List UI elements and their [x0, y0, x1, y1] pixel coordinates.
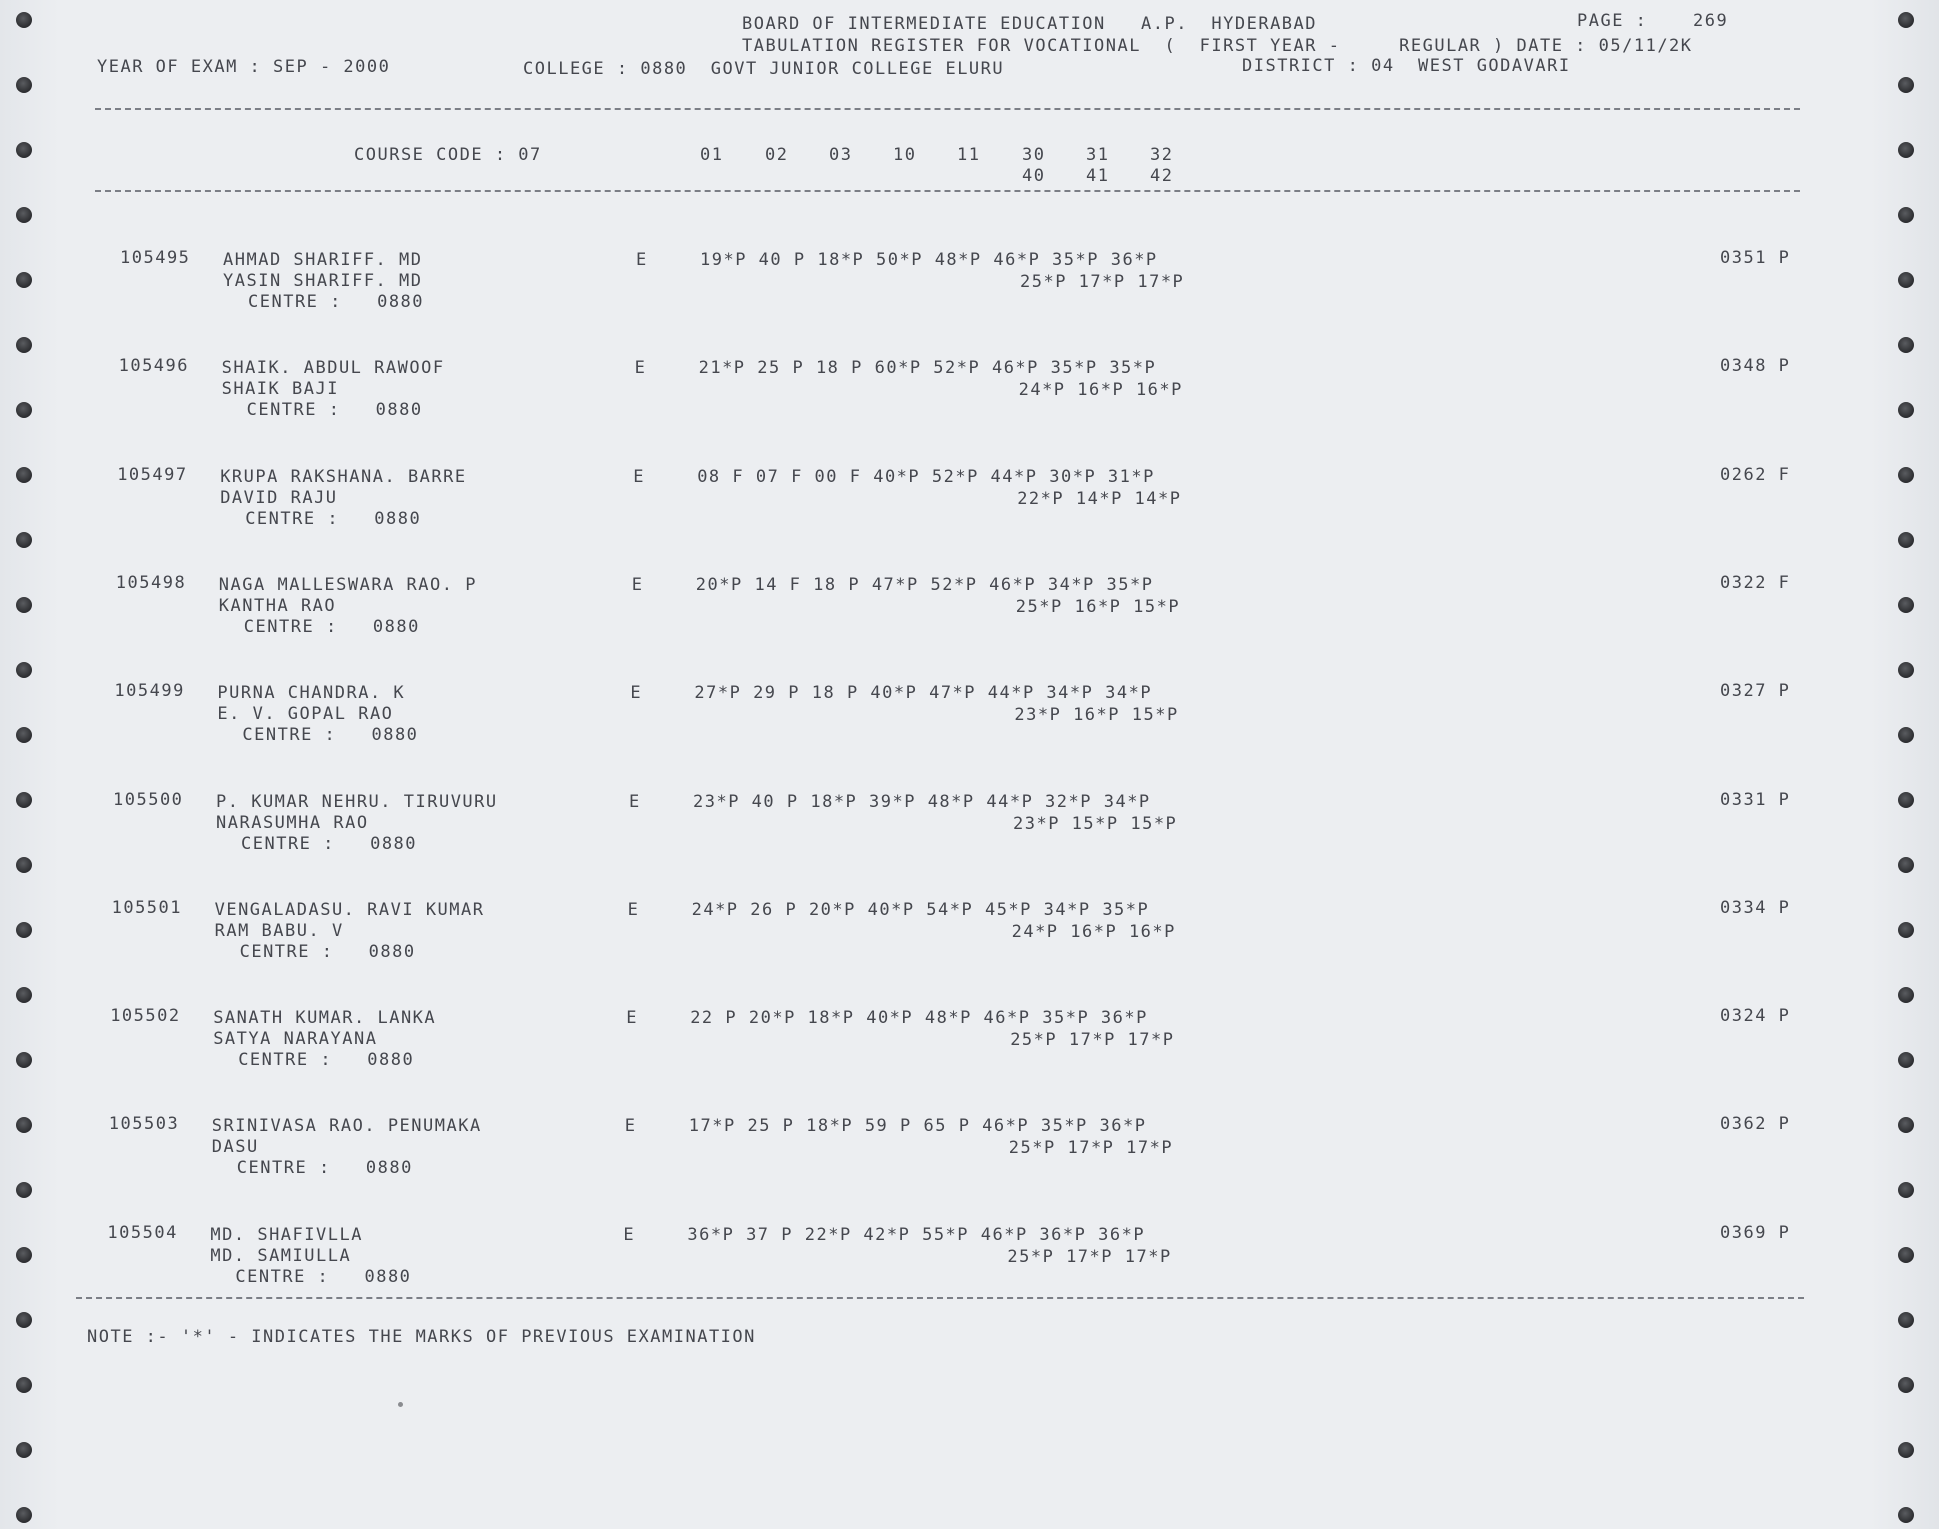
- subject-code: 10: [893, 145, 917, 165]
- subject-code: 42: [1150, 166, 1174, 186]
- course-code-label: COURSE CODE : 07: [354, 145, 542, 165]
- marks-line-2: 25*P 17*P 17*P: [1010, 1030, 1175, 1051]
- subject-code: 01: [700, 145, 724, 165]
- feed-hole: [1898, 77, 1914, 93]
- student-name: NAGA MALLESWARA RAO. P: [218, 574, 477, 595]
- student-name: SHAIK. ABDUL RAWOOF: [221, 358, 445, 379]
- roll-number: 105496: [118, 356, 190, 377]
- subject-code: 41: [1086, 166, 1110, 186]
- father-name: SHAIK BAJI: [221, 379, 339, 400]
- father-name: NARASUMHA RAO: [216, 812, 369, 833]
- feed-hole: [16, 337, 32, 353]
- total-result: 0331 P: [1720, 789, 1791, 810]
- total-result: 0327 P: [1720, 681, 1791, 702]
- medium: E: [631, 574, 644, 595]
- marks-line-1: 19*P 40 P 18*P 50*P 48*P 46*P 35*P 36*P: [700, 250, 1158, 270]
- total-result: 0369 P: [1720, 1222, 1791, 1243]
- subject-code: 31: [1086, 145, 1110, 165]
- student-name: SRINIVASA RAO. PENUMAKA: [211, 1116, 482, 1137]
- register-title: TABULATION REGISTER FOR VOCATIONAL ( FIRST YEAR - REGULAR ) DATE : 05/11/2K: [742, 36, 1693, 56]
- marks-line-1: 17*P 25 P 18*P 59 P 65 P 46*P 35*P 36*P: [688, 1116, 1147, 1137]
- medium: E: [624, 1116, 637, 1137]
- father-name: RAM BABU. V: [214, 920, 344, 941]
- roll-number: 105497: [117, 464, 188, 485]
- subject-code: 32: [1150, 145, 1174, 165]
- feed-hole: [1898, 207, 1914, 223]
- feed-hole: [1898, 142, 1914, 158]
- marks-line-2: 25*P 17*P 17*P: [1020, 272, 1185, 292]
- roll-number: 105498: [115, 572, 187, 593]
- feed-hole: [1898, 1442, 1914, 1458]
- board-title: BOARD OF INTERMEDIATE EDUCATION A.P. HYDERABAD: [742, 14, 1318, 34]
- feed-hole: [16, 987, 32, 1003]
- centre: CENTRE : 0880: [242, 725, 419, 746]
- roll-number: 105500: [113, 789, 184, 810]
- father-name: E. V. GOPAL RAO: [217, 704, 394, 725]
- feed-hole: [16, 142, 32, 158]
- centre: CENTRE : 0880: [239, 941, 416, 962]
- student-record: [0, 898, 1939, 988]
- marks-line-2: 25*P 17*P 17*P: [1008, 1138, 1174, 1159]
- medium: E: [634, 358, 647, 379]
- divider-header: [95, 190, 1800, 192]
- roll-number: 105495: [120, 248, 191, 268]
- feed-hole: [16, 662, 32, 678]
- feed-hole: [1898, 12, 1914, 28]
- student-record: [0, 790, 1939, 880]
- marks-line-1: 27*P 29 P 18 P 40*P 47*P 44*P 34*P 34*P: [694, 683, 1153, 704]
- student-name: KRUPA RAKSHANA. BARRE: [220, 466, 467, 487]
- subject-code: 02: [765, 145, 789, 165]
- total-result: 0324 P: [1720, 1006, 1791, 1027]
- centre: CENTRE : 0880: [241, 833, 418, 854]
- subject-code: 40: [1022, 166, 1046, 186]
- medium: E: [626, 1008, 638, 1029]
- feed-hole: [16, 1377, 32, 1393]
- page-number: 269: [1693, 11, 1729, 31]
- student-record: [0, 1223, 1939, 1313]
- medium: E: [629, 791, 641, 812]
- centre: CENTRE : 0880: [246, 400, 423, 421]
- marks-line-2: 23*P 16*P 15*P: [1014, 705, 1179, 726]
- marks-line-1: 08 F 07 F 00 F 40*P 52*P 44*P 30*P 31*P: [697, 466, 1155, 487]
- father-name: YASIN SHARIFF. MD: [223, 271, 423, 291]
- marks-line-2: 25*P 16*P 15*P: [1015, 596, 1181, 617]
- feed-hole: [1898, 662, 1914, 678]
- total-result: 0334 P: [1720, 897, 1791, 918]
- student-record: [0, 356, 1939, 446]
- marks-line-2: 24*P 16*P 16*P: [1018, 380, 1183, 401]
- total-result: 0322 F: [1720, 572, 1791, 593]
- total-result: 0362 P: [1720, 1114, 1791, 1135]
- centre: CENTRE : 0880: [248, 292, 425, 312]
- subject-code: 30: [1022, 145, 1046, 165]
- marks-line-1: 20*P 14 F 18 P 47*P 52*P 46*P 34*P 35*P: [695, 574, 1154, 595]
- father-name: MD. SAMIULLA: [210, 1245, 352, 1266]
- roll-number: 105499: [114, 681, 185, 702]
- feed-hole: [1898, 1507, 1914, 1523]
- roll-number: 105503: [108, 1114, 180, 1135]
- student-name: SANATH KUMAR. LANKA: [213, 1008, 437, 1029]
- medium: E: [627, 899, 640, 920]
- roll-number: 105504: [107, 1222, 178, 1243]
- student-record: [0, 248, 1939, 338]
- marks-line-2: 25*P 17*P 17*P: [1007, 1246, 1172, 1267]
- student-name: VENGALADASU. RAVI KUMAR: [214, 899, 485, 920]
- feed-hole: [1898, 987, 1914, 1003]
- feed-hole: [16, 12, 32, 28]
- student-record: [0, 1006, 1939, 1096]
- speck: [398, 1402, 403, 1407]
- student-record: [0, 1114, 1939, 1204]
- father-name: DASU: [211, 1137, 259, 1158]
- student-name: AHMAD SHARIFF. MD: [223, 250, 423, 270]
- page-label: PAGE :: [1577, 11, 1648, 31]
- medium: E: [630, 683, 643, 704]
- medium: E: [633, 466, 645, 487]
- divider-bottom: [76, 1297, 1804, 1299]
- roll-number: 105502: [110, 1006, 181, 1027]
- marks-line-1: 21*P 25 P 18 P 60*P 52*P 46*P 35*P 35*P: [698, 358, 1157, 379]
- feed-hole: [1898, 337, 1914, 353]
- feed-hole: [16, 1312, 32, 1328]
- college-info: COLLEGE : 0880 GOVT JUNIOR COLLEGE ELURU: [523, 59, 1005, 79]
- feed-hole: [16, 207, 32, 223]
- student-record: [0, 465, 1939, 555]
- total-result: 0351 P: [1720, 248, 1791, 268]
- father-name: KANTHA RAO: [218, 595, 337, 616]
- father-name: SATYA NARAYANA: [213, 1029, 378, 1050]
- father-name: DAVID RAJU: [220, 487, 338, 508]
- total-result: 0348 P: [1720, 356, 1791, 377]
- feed-hole: [16, 1442, 32, 1458]
- marks-line-1: 24*P 26 P 20*P 40*P 54*P 45*P 34*P 35*P: [691, 899, 1150, 920]
- subject-code: 11: [957, 145, 981, 165]
- marks-line-2: 23*P 15*P 15*P: [1013, 813, 1178, 834]
- roll-number: 105501: [111, 897, 183, 918]
- year-of-exam: YEAR OF EXAM : SEP - 2000: [97, 57, 391, 77]
- feed-hole: [16, 1507, 32, 1523]
- subject-code: 03: [829, 145, 853, 165]
- marks-line-2: 24*P 16*P 16*P: [1011, 921, 1176, 942]
- district-info: DISTRICT : 04 WEST GODAVARI: [1242, 56, 1571, 76]
- marks-line-2: 22*P 14*P 14*P: [1017, 488, 1182, 509]
- centre: CENTRE : 0880: [243, 616, 420, 637]
- footnote: NOTE :- '*' - INDICATES THE MARKS OF PREVIOUS EXAMINATION: [87, 1327, 756, 1347]
- centre: CENTRE : 0880: [238, 1050, 415, 1071]
- marks-line-1: 22 P 20*P 18*P 40*P 48*P 46*P 35*P 36*P: [690, 1008, 1148, 1029]
- medium: E: [636, 250, 648, 270]
- student-name: PURNA CHANDRA. K: [217, 683, 406, 704]
- feed-hole: [1898, 1377, 1914, 1393]
- marks-line-1: 23*P 40 P 18*P 39*P 48*P 44*P 32*P 34*P: [693, 791, 1151, 812]
- centre: CENTRE : 0880: [236, 1158, 413, 1179]
- student-name: MD. SHAFIVLLA: [210, 1224, 363, 1245]
- divider-top: [95, 108, 1800, 110]
- student-name: P. KUMAR NEHRU. TIRUVURU: [216, 791, 498, 812]
- student-record: [0, 573, 1939, 663]
- student-record: [0, 681, 1939, 771]
- feed-hole: [16, 77, 32, 93]
- medium: E: [623, 1224, 636, 1245]
- centre: CENTRE : 0880: [235, 1266, 412, 1287]
- marks-line-1: 36*P 37 P 22*P 42*P 55*P 46*P 36*P 36*P: [687, 1224, 1146, 1245]
- centre: CENTRE : 0880: [245, 508, 422, 529]
- total-result: 0262 F: [1720, 464, 1791, 485]
- feed-hole: [1898, 1312, 1914, 1328]
